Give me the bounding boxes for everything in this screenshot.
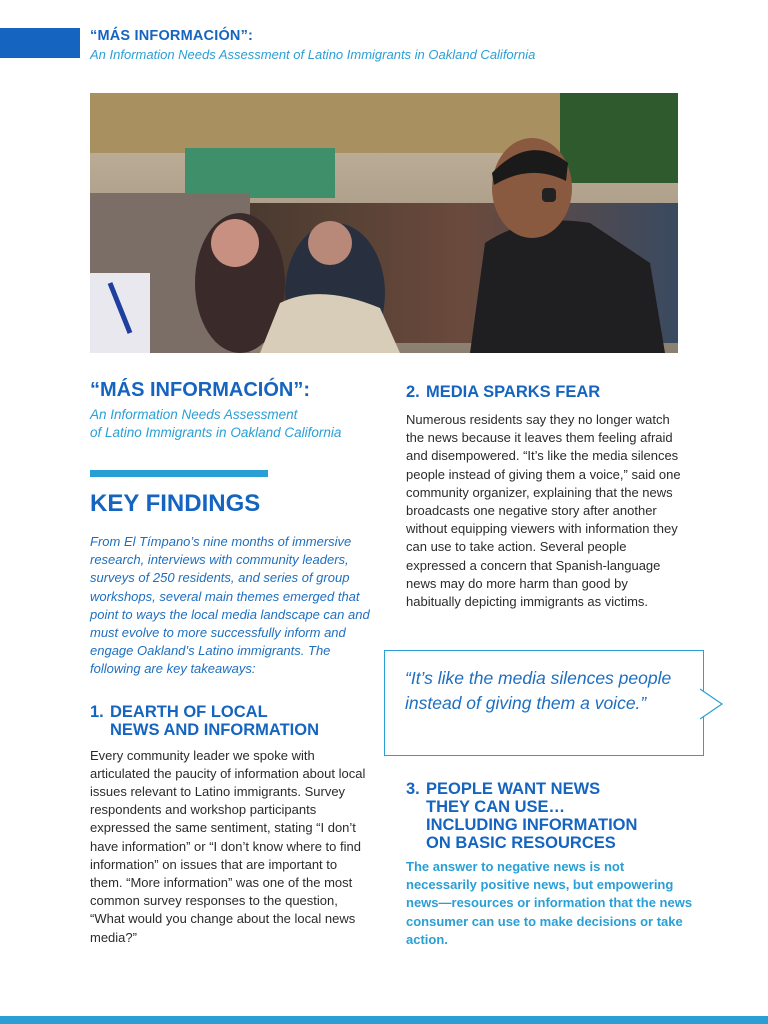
finding-2-body: Numerous residents say they no longer watch the news because it leaves them feeling afraid and disempowered. “It’s like the media silences people instead of giving them a voice,” said one community organizer, explaining that the news broadcasts one negative story after another without equipping viewers with information they can use to take action. Several people expressed a concern that Spanish-language news may do more harm than good by habitually depicting immigrants as victims. — [406, 412, 681, 610]
key-findings-heading: KEY FINDINGS — [90, 490, 261, 517]
finding-heading-text — [110, 703, 370, 739]
section-rule — [90, 470, 268, 477]
finding-3-body: The answer to negative news is not necessarily positive news, but empowering news—resources or information that the news consumer can use to make decisions or take action. — [406, 859, 693, 947]
finding-1-body: Every community leader we spoke with articulated the paucity of information about local issues relevant to Latino immigrants. Survey respondents and workshop participants expressed the same sentiment, stating “I don’t have information” or “I don’t know where to find information” on issues that are important to them. “More information” was one of the most common survey responses to the question, “What would you change about the local news media?” — [90, 747, 366, 945]
left-column — [90, 378, 370, 960]
finding-1-heading — [90, 703, 370, 739]
finding-number: 2. — [406, 383, 420, 401]
finding-3-heading — [406, 780, 696, 852]
finding-heading-text: MEDIA SPARKS FEAR — [426, 383, 601, 401]
right-column-lower — [406, 780, 696, 962]
intro-paragraph: From El Tímpano’s nine months of immersive research, interviews with community leaders, surveys of 250 residents, and series of group workshops, several main themes emerged that point to ways the local media landscape can and must evolve to more successfully inform and engage Oakland’s Latino immigrants. The following are key takeaways: — [90, 534, 370, 677]
running-header-title: “MÁS INFORMACIÓN”: — [90, 28, 254, 44]
finding-heading-line: ON BASIC RESOURCES — [426, 834, 616, 852]
finding-heading-text — [426, 780, 696, 852]
finding-heading-line: INCLUDING INFORMATION — [426, 816, 638, 834]
finding-number: 1. — [90, 702, 104, 721]
document-subtitle-line: An Information Needs Assessment — [90, 407, 298, 422]
right-column — [406, 383, 686, 624]
finding-heading-line: THEY CAN USE… — [426, 798, 566, 816]
hero-photo — [90, 93, 678, 353]
finding-2-heading — [406, 383, 686, 401]
finding-number: 3. — [406, 780, 420, 798]
pull-quote-text: “It’s like the media silences people instead of giving them a voice.” — [405, 668, 672, 713]
document-title: “MÁS INFORMACIÓN”: — [90, 379, 310, 401]
footer-accent-bar — [0, 1016, 768, 1024]
document-subtitle-line: of Latino Immigrants in Oakland California — [90, 425, 342, 440]
document-subtitle — [90, 406, 370, 442]
finding-heading-line: NEWS AND INFORMATION — [110, 720, 319, 739]
pull-quote-pointer-icon — [700, 688, 730, 720]
running-header-subtitle: An Information Needs Assessment of Latino Immigrants in Oakland California — [90, 47, 536, 62]
finding-heading-line: DEARTH OF LOCAL — [110, 702, 268, 721]
pull-quote-box — [384, 650, 704, 756]
finding-heading-line: PEOPLE WANT NEWS — [426, 780, 601, 798]
header-accent-bar — [0, 28, 80, 58]
